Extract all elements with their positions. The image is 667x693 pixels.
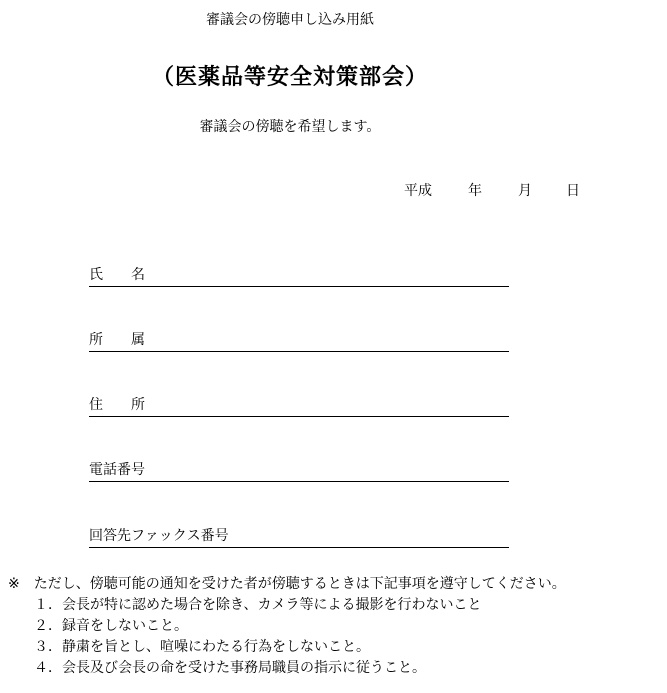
date-year: 年 [468, 183, 482, 199]
phone-label: 電話番号 [89, 462, 145, 478]
address-label: 住 所 [89, 397, 145, 413]
affiliation-label: 所 属 [89, 332, 145, 348]
note-item: ４．会長及び会長の命を受けた事務局職員の指示に従うこと。 [34, 660, 426, 676]
note-item: １．会長が特に認めた場合を除き、カメラ等による撮影を行わないこと [34, 597, 482, 613]
name-field[interactable] [89, 262, 509, 287]
affiliation-field[interactable] [89, 327, 509, 352]
name-label: 氏 名 [89, 267, 145, 283]
date-month: 月 [518, 183, 532, 199]
date-era: 平成 [404, 183, 432, 199]
fax-field[interactable] [89, 523, 509, 548]
form-title: 審議会の傍聴申し込み用紙 [206, 12, 374, 28]
note-item: ３．静粛を旨とし、喧噪にわたる行為をしないこと。 [34, 639, 370, 655]
date-day: 日 [566, 183, 580, 199]
note-item: ２．録音をしないこと。 [34, 618, 188, 634]
notes-section [8, 574, 566, 679]
request-statement: 審議会の傍聴を希望します。 [199, 119, 381, 135]
notes-heading: ※ ただし、傍聴可能の通知を受けた者が傍聴するときは下記事項を遵守してください。 [8, 576, 566, 592]
address-field[interactable] [89, 392, 509, 417]
phone-field[interactable] [89, 457, 509, 482]
committee-name: （医薬品等安全対策部会） [151, 65, 428, 90]
fax-label: 回答先ファックス番号 [89, 528, 229, 544]
